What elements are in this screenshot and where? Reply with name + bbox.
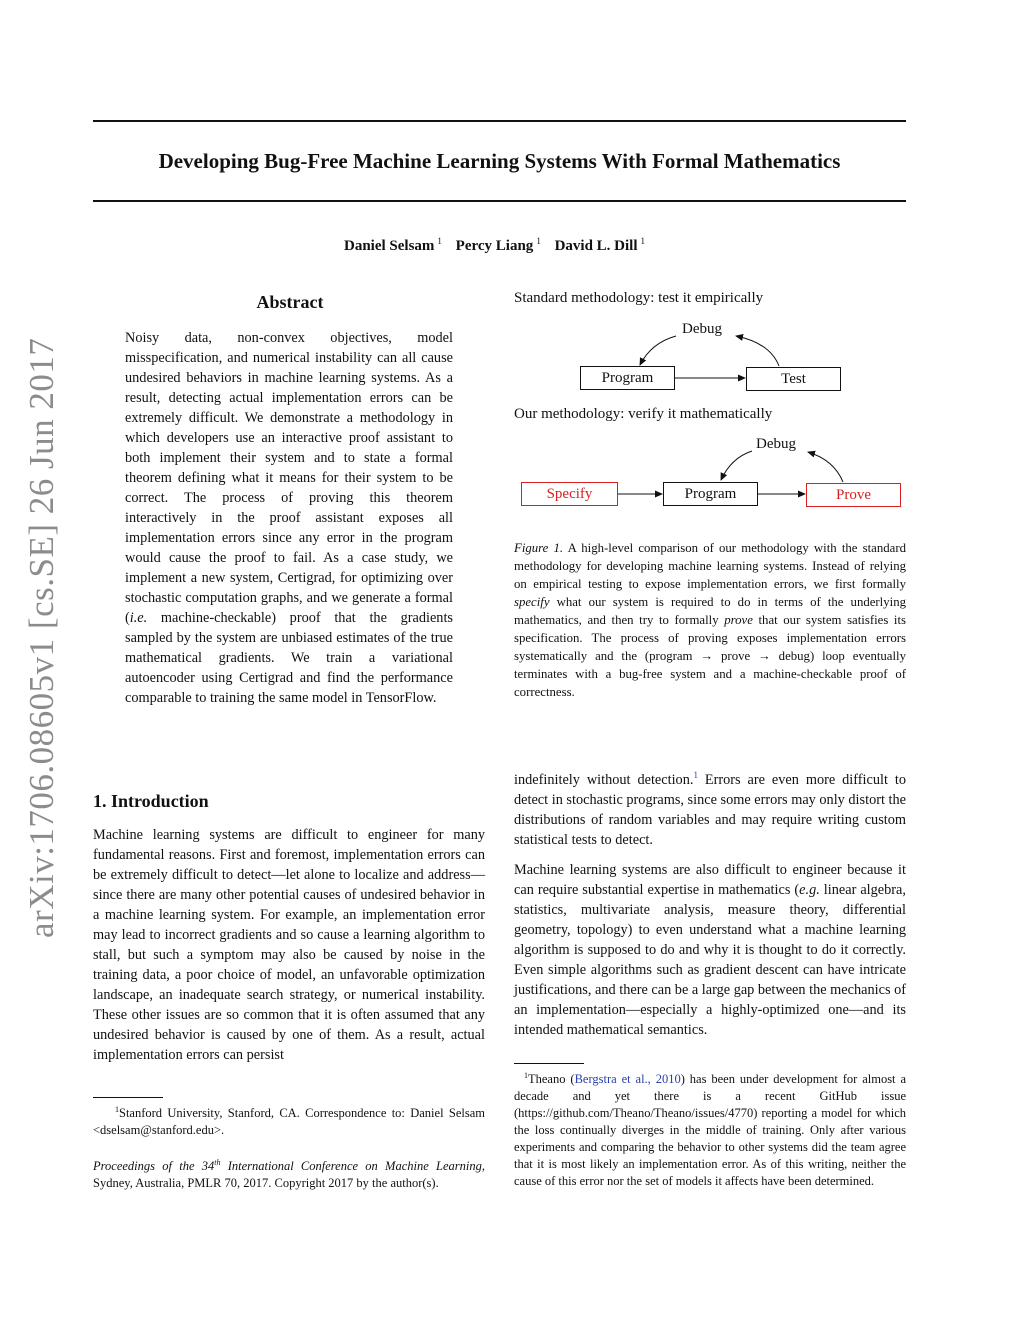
right-footnote (514, 1067, 906, 1190)
intro-paragraph (514, 860, 906, 1040)
abstract-part: Noisy data, non-convex objectives, model misspecification, and numerical instability can all cause undesired behaviors in machine learning systems. As a result, detecting actual implementation errors can be extremely difficult. We demonstrate a methodology in which developers use an interactive proof assistant to both implement their system and to state a formal theorem defining what it means for their system to be correct. The process of proving this theorem interactively in the proof assistant exposes all implementation errors since any error in the program would cause the proof to fail. As a case study, we implement a new system, Certigrad, for optimizing over stochastic computation graphs, and we generate a formal ( (125, 330, 453, 626)
debug-to-program-arrow-bottom (721, 451, 752, 480)
left-column (93, 825, 485, 1065)
paragraph-part: Errors are even more difficult to detect in stochastic programs, since some errors may only distort the distributions of random variables and may require writing custom statistical tests to detect. (514, 771, 906, 848)
paragraph-part: linear algebra, statistics, multivariate analysis, measure theory, differential geometry, topology) to even understand what a machine learning algorithm is supposed to do and why it is thought to do it correctly. Even simple algorithms such as gradient descent can have intricate justifications, and there can be a large gap between the mechanics of an implementation—especially a highly-optimized one—and its intended mathematical semantics. (514, 881, 906, 1038)
proceedings-part: Proceedings of the (93, 1159, 202, 1173)
debug-label-top: Debug (682, 321, 722, 337)
paragraph-part: Machine learning systems are also difficult to engineer because it can require substantial expertise in mathematics ( (514, 861, 906, 898)
abstract-ie: i.e. (129, 610, 148, 626)
proceedings-part: , Sydney, Australia, PMLR 70, 2017. Copyright 2017 by the author(s). (93, 1159, 485, 1190)
caption-part: prove (724, 613, 753, 627)
program-node-top: Program (580, 366, 675, 390)
footnote-rule (93, 1097, 163, 1098)
footnote-mark: 1 (524, 1071, 528, 1080)
caption-part: that our system satisfies its specification. The process of proving exposes implementation errors systematically and the (program → prove → debug) loop eventually terminates with a bug-free system and a machine-checkable proof of correctness. (514, 613, 906, 699)
caption-part: specify (514, 595, 550, 609)
footnote-part: ) has been under development for almost a decade and yet there is a recent GitHub issue (https://github.com/Theano/Theano/issues/4770) reporting a model for which the loss continually diverges in the middle of training. Only after various experiments and comparing the behavior to other systems did the team agree that it is most likely an implementation error. As of this writing, neither the cause of this error nor the set of models it affects have been determined. (514, 1072, 906, 1188)
footnote-part: Theano ( (528, 1072, 575, 1086)
figure-arrows (0, 0, 1024, 600)
arxiv-identifier: arXiv:1706.08605v1 [cs.SE] 26 Jun 2017 (22, 337, 61, 938)
author-name: David L. Dill (554, 238, 638, 254)
author-affiliation: 1 (536, 236, 541, 246)
test-node: Test (746, 367, 841, 391)
left-footnotes (93, 1101, 485, 1192)
test-to-debug-arrow (736, 336, 779, 366)
paper-title: Developing Bug-Free Machine Learning Systems With Formal Mathematics (158, 149, 841, 173)
author-name: Percy Liang (455, 238, 534, 254)
proceedings-part: th (214, 1158, 221, 1167)
debug-to-program-arrow-top (640, 336, 676, 365)
footnote-link[interactable]: 1 (693, 770, 698, 780)
abstract-part: machine-checkable) proof that the gradients sampled by the system are unbiased estimates of the true mathematical gradients. We train a variational autoencoder using Certigrad and find the performance comparable to training the same model in TensorFlow. (125, 610, 453, 706)
right-column (514, 765, 906, 1040)
proceedings-note (93, 1154, 485, 1192)
specify-node: Specify (521, 482, 618, 506)
prove-node: Prove (806, 483, 901, 507)
caption-part: what our system is required to do in terms of the underlying mathematics, and then try to formally (514, 595, 906, 627)
footnote-rule (514, 1063, 584, 1064)
footnote-text: Stanford University, Stanford, CA. Correspondence to: Daniel Selsam <dselsam@stanford.edu>. (93, 1106, 485, 1137)
proceedings-part: International Conference on Machine Learning (220, 1159, 482, 1173)
paragraph-part: indefinitely without detection. (514, 771, 694, 788)
standard-methodology-label: Standard methodology: test it empirically (514, 290, 764, 306)
theano-footnote (514, 1067, 906, 1190)
our-methodology-label: Our methodology: verify it mathematically (514, 406, 773, 422)
prove-to-debug-arrow (808, 452, 843, 482)
proceedings-part: 34 (201, 1159, 215, 1173)
affiliation-footnote (93, 1101, 485, 1139)
author-name: Daniel Selsam (344, 238, 435, 254)
program-node-bottom: Program (663, 482, 758, 506)
abstract-heading: Abstract (256, 292, 324, 312)
footnote-mark: 1 (115, 1105, 119, 1114)
caption-label: Figure 1. (514, 541, 564, 555)
section-heading-introduction: 1. Introduction (93, 791, 209, 811)
caption-part: A high-level comparison of our methodology with the standard methodology for developing machine learning systems. Instead of relying on empirical testing to expose implementation errors, we first formally (514, 541, 906, 591)
author-affiliation: 1 (437, 236, 442, 246)
author-affiliation: 1 (640, 236, 645, 246)
intro-paragraph (514, 765, 906, 850)
citation-link[interactable]: Bergstra et al., 2010 (574, 1072, 681, 1086)
intro-paragraph: Machine learning systems are difficult to engineer for many fundamental reasons. First and foremost, implementation errors can be extremely difficult to detect—let alone to localize and address—since there are many other potential causes of undesired behavior in a machine learning system. For example, an implementation error may lead to incorrect gradients and so cause a learning algorithm to stall, but such a symptom may also be caused by noise in the training data, a poor choice of model, an unfavorable optimization landscape, an inadequate search strategy, or numerical instability. These other issues are so common that it is often assumed that any undesired behavior is caused by one of them. As a result, actual implementation errors can persist (93, 827, 485, 1063)
paragraph-part: e.g. (799, 881, 820, 898)
figure-caption (514, 539, 906, 701)
debug-label-bottom: Debug (756, 436, 796, 452)
